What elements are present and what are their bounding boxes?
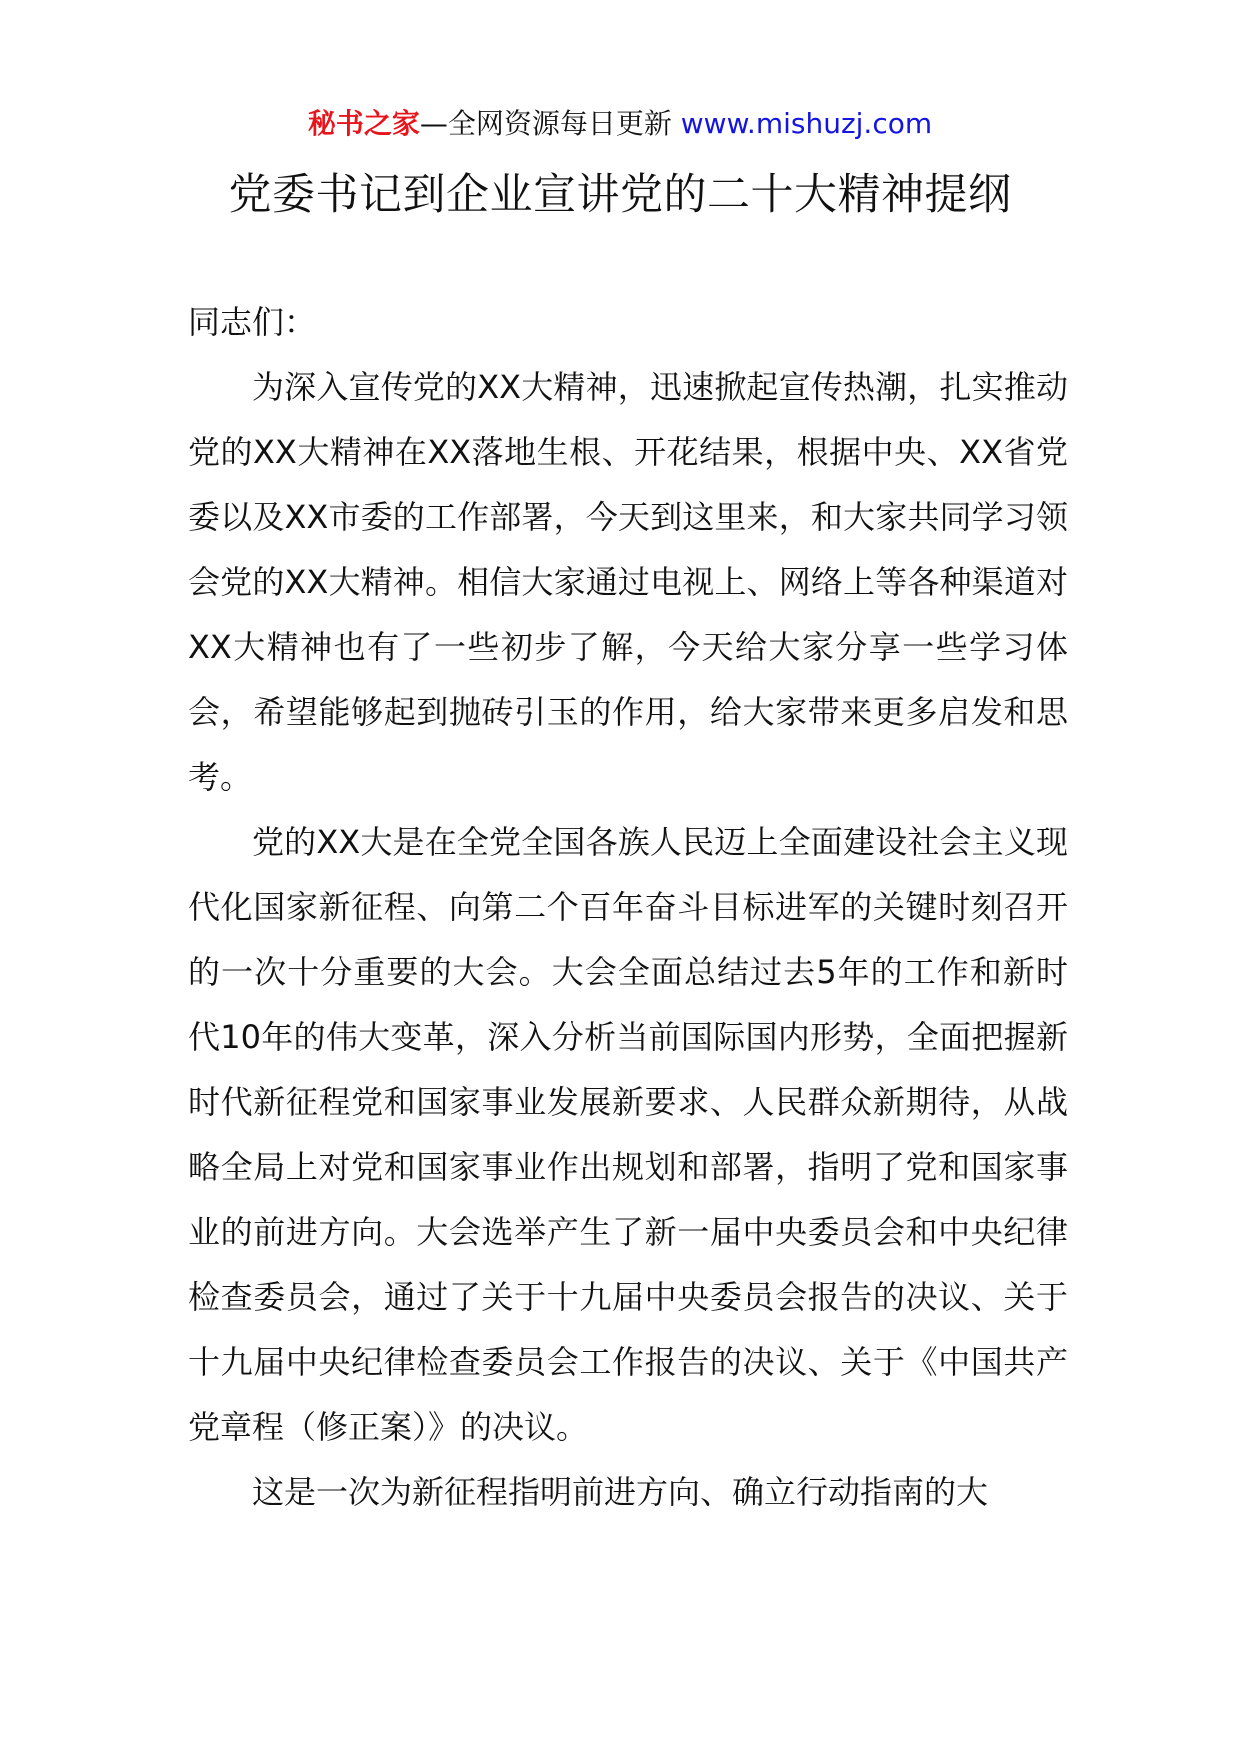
document-body bbox=[188, 290, 1068, 1525]
site-tagline: —全网资源每日更新 bbox=[419, 107, 681, 140]
document-title: 党委书记到企业宣讲党的二十大精神提纲 bbox=[228, 170, 1012, 220]
paragraph-congress-summary: 党的XX大是在全党全国各族人民迈上全面建设社会主义现代化国家新征程、向第二个百年奋斗目标进军的关键时刻召开的一次十分重要的大会。大会全面总结过去5年的工作和新时代10年的伟大变革，深入分析当前国际国内形势，全面把握新时代新征程党和国家事业发展新要求、人民群众新期待，从战略全局上对党和国家事业作出规划和部署，指明了党和国家事业的前进方向。大会选举产生了新一届中央委员会和中央纪律检查委员会，通过了关于十九届中央委员会报告的决议、关于十九届中央纪律检查委员会工作报告的决议、关于《中国共产党章程（修正案）》的决议。 bbox=[188, 823, 1068, 1446]
paragraph-continuation: 这是一次为新征程指明前进方向、确立行动指南的大 bbox=[252, 1473, 989, 1511]
site-header bbox=[0, 104, 1240, 144]
paragraph-intro: 为深入宣传党的XX大精神，迅速掀起宣传热潮，扎实推动党的XX大精神在XX落地生根、开花结果，根据中央、XX省党委以及XX市委的工作部署，今天到这里来，和大家共同学习领会党的XX大精神。相信大家通过电视上、网络上等各种渠道对XX大精神也有了一些初步了解，今天给大家分享一些学习体会，希望能够起到抛砖引玉的作用，给大家带来更多启发和思考。 bbox=[188, 368, 1068, 796]
brand-name: 秘书之家 bbox=[307, 107, 420, 140]
site-url-link[interactable]: www.mishuzj.com bbox=[680, 107, 933, 140]
salutation: 同志们： bbox=[188, 303, 317, 341]
